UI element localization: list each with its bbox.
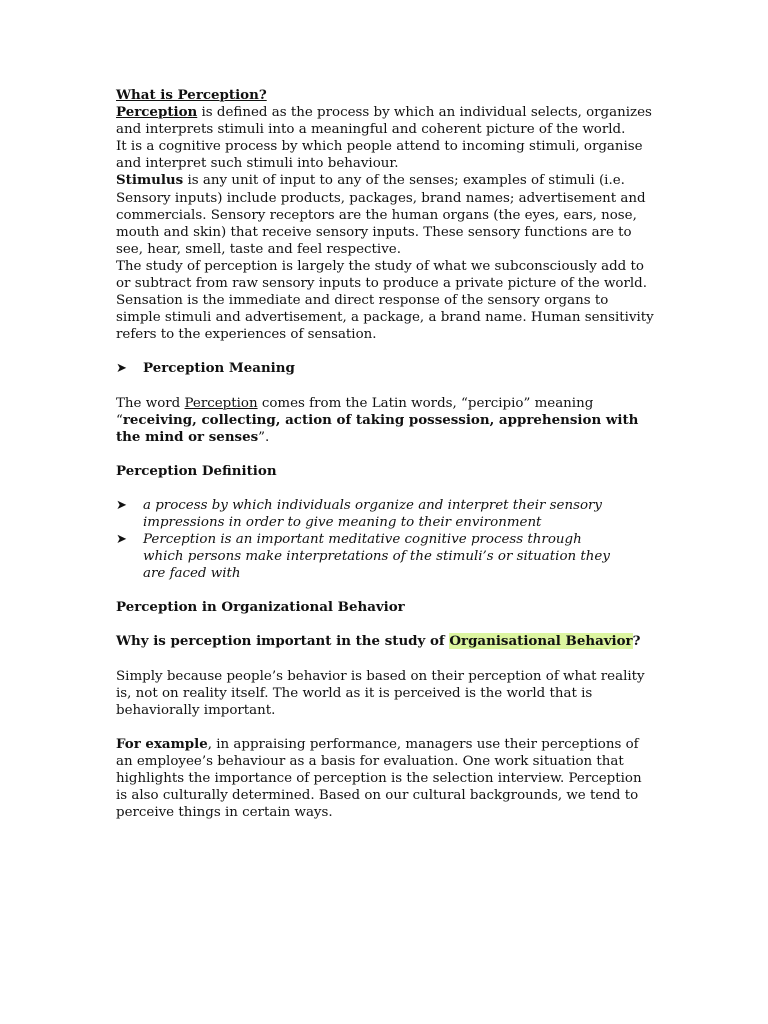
example-paragraph <box>116 736 656 821</box>
stimulus-text: is any unit of input to any of the senses; examples of stimuli (i.e. Sensory inputs) include products, packages, brand names; advertisement and commercials. Sensory receptors are the human organs (the eyes, ears, nose, mouth and skin) that receive sensory inputs. These sensory functions are to see, hear, smell, taste and feel respective. <box>116 173 646 257</box>
answer-paragraph: Simply because people’s behavior is based on their perception of what reality is, not on reality itself. The world as it is perceived is the world that is behaviorally important. <box>116 668 645 718</box>
meaning-heading-item <box>116 360 656 377</box>
definition-item-2: Perception is an important meditative cognitive process through which persons make interpretations of the stimuli’s or situation they are faced with <box>143 532 610 582</box>
definition-list <box>116 497 656 582</box>
definition-item-1: a process by which individuals organize and interpret their sensory impressions in order to give meaning to their environment <box>143 497 602 530</box>
sensation-paragraph: Sensation is the immediate and direct response of the sensory organs to simple stimuli and advertisement, a package, a brand name. Human sensitivity refers to the experiences of sensation. <box>116 293 654 343</box>
doc-title: What is Perception? <box>116 87 267 103</box>
meaning-mid: comes from the Latin words, “percipio” meaning “ <box>116 395 594 428</box>
org-heading: Perception in Organizational Behavior <box>116 599 405 616</box>
question-pre: Why is perception important in the study of <box>116 633 450 650</box>
meaning-heading: Perception Meaning <box>143 360 295 377</box>
perception-term: Perception <box>116 104 198 121</box>
meaning-pre: The word <box>116 395 185 411</box>
meaning-post: ”. <box>258 429 270 445</box>
meaning-paragraph <box>116 395 656 446</box>
intro-paragraph <box>116 104 656 138</box>
list-item <box>116 531 656 582</box>
arrow-bullet-icon: ➤ <box>116 497 127 513</box>
definition-heading: Perception Definition <box>116 462 277 479</box>
org-question <box>116 633 656 650</box>
perception-definition: is defined as the process by which an individual selects, organizes and interprets stimuli into a meaningful and coherent picture of the world. <box>116 105 652 138</box>
arrow-bullet-icon: ➤ <box>116 361 127 377</box>
document-content <box>116 87 656 821</box>
question-post: ? <box>632 633 641 650</box>
highlighted-term: Organisational Behavior <box>449 633 633 650</box>
study-paragraph: The study of perception is largely the study of what we subconsciously add to or subtract from raw sensory inputs to produce a private picture of the world. <box>116 258 648 292</box>
meaning-term: Perception <box>184 395 258 411</box>
example-text: , in appraising performance, managers use their perceptions of an employee’s behaviour as a basis for evaluation. One work situation that highlights the importance of perception is the selection interview. Perception is also culturally determined. Based on our cultural backgrounds, we tend to perceive things in certain ways. <box>116 736 642 821</box>
meaning-bold: receiving, collecting, action of taking possession, apprehension with the mind or senses <box>116 411 639 445</box>
example-label: For example <box>116 735 208 752</box>
cognitive-process-paragraph: It is a cognitive process by which people attend to incoming stimuli, organise and interpret such stimuli into behaviour. <box>116 139 643 172</box>
stimulus-paragraph <box>116 172 656 257</box>
arrow-bullet-icon: ➤ <box>116 532 127 548</box>
list-item <box>116 497 656 531</box>
stimulus-term: Stimulus <box>116 172 184 189</box>
